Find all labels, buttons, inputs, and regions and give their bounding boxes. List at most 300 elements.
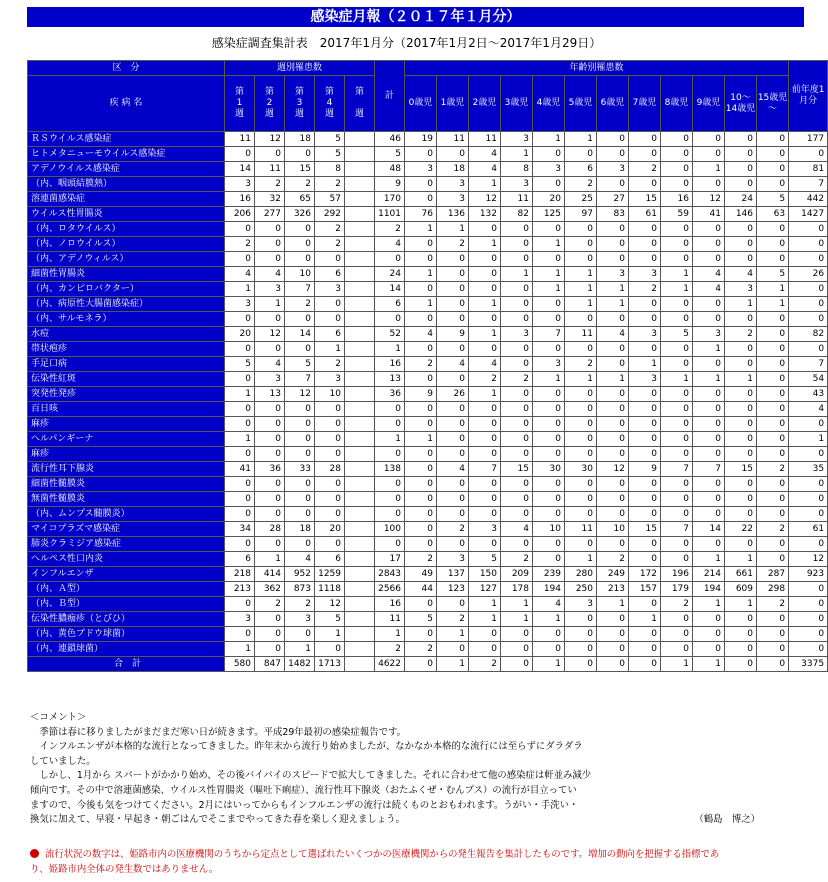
age-count: 61 (629, 207, 661, 222)
age-count: 5 (757, 192, 789, 207)
weekly-count (345, 297, 375, 312)
age-count: 3 (629, 267, 661, 282)
weekly-count: 0 (225, 417, 255, 432)
age-count: 0 (725, 162, 757, 177)
comment-line: ますので、今後も気をつけてください。2月にはいってからもインフルエンザの流行は続くものとおもわれます。うがい・手洗い・ (30, 799, 579, 811)
age-count: 0 (565, 222, 597, 237)
age-count: 1 (469, 612, 501, 627)
age-count: 1 (469, 387, 501, 402)
age-count: 0 (533, 252, 565, 267)
age-count: 1 (533, 372, 565, 387)
age-count: 213 (597, 582, 629, 597)
age-count: 0 (469, 222, 501, 237)
weekly-count: 0 (255, 417, 285, 432)
table-row (28, 222, 828, 237)
weekly-count (345, 372, 375, 387)
weekly-count: 4 (225, 267, 255, 282)
weekly-count: 0 (225, 342, 255, 357)
prev-year-count: 0 (789, 252, 828, 267)
comment-line: 換気に加えて、早寝・早起き・朝ごはんでそこまでやってきた春を楽しく迎えましょう。 （鶴島 博之） (30, 813, 790, 828)
age-count: 1 (661, 267, 693, 282)
age-count: 3 (725, 282, 757, 297)
age-count: 4 (693, 282, 725, 297)
age-count: 1 (533, 132, 565, 147)
age-count: 0 (661, 387, 693, 402)
weekly-count: 7 (285, 282, 315, 297)
header-age-group: 4歳児 (533, 76, 565, 132)
age-count: 0 (629, 477, 661, 492)
age-count: 2 (757, 462, 789, 477)
table-row (28, 237, 828, 252)
age-count: 0 (725, 402, 757, 417)
age-count: 41 (693, 207, 725, 222)
age-count: 0 (501, 312, 533, 327)
weekly-count: 4 (285, 552, 315, 567)
table-row (28, 147, 828, 162)
age-count: 0 (533, 147, 565, 162)
age-count: 0 (757, 327, 789, 342)
age-count: 0 (565, 492, 597, 507)
weekly-count: 0 (285, 417, 315, 432)
weekly-count (345, 507, 375, 522)
age-count: 1 (661, 657, 693, 672)
age-count: 0 (469, 492, 501, 507)
weekly-count: 0 (255, 342, 285, 357)
age-count: 0 (437, 642, 469, 657)
weekly-count: 0 (255, 492, 285, 507)
age-count: 0 (501, 252, 533, 267)
age-count: 3 (629, 327, 661, 342)
total-count: 46 (375, 132, 405, 147)
age-count: 0 (501, 642, 533, 657)
age-count: 97 (565, 207, 597, 222)
age-count: 0 (629, 387, 661, 402)
age-count: 0 (597, 627, 629, 642)
total-count: 16 (375, 357, 405, 372)
age-count: 0 (533, 552, 565, 567)
table-row (28, 522, 828, 537)
age-count: 8 (501, 162, 533, 177)
disease-name: 水痘 (28, 327, 225, 342)
weekly-count: 0 (285, 447, 315, 462)
age-count: 1 (565, 552, 597, 567)
age-count: 0 (597, 417, 629, 432)
weekly-count: 2 (285, 597, 315, 612)
header-week: 第 1 週 (225, 76, 255, 132)
age-count: 2 (629, 282, 661, 297)
age-count: 0 (725, 477, 757, 492)
age-count: 12 (693, 192, 725, 207)
age-count: 0 (597, 612, 629, 627)
age-count: 0 (469, 642, 501, 657)
table-row (28, 327, 828, 342)
weekly-count (345, 567, 375, 582)
header-week: 第 週 (345, 76, 375, 132)
age-count: 15 (725, 462, 757, 477)
age-count: 2 (437, 237, 469, 252)
weekly-count: 10 (285, 267, 315, 282)
weekly-count: 1 (315, 342, 345, 357)
age-count: 4 (469, 357, 501, 372)
weekly-count: 0 (225, 492, 255, 507)
weekly-count (345, 222, 375, 237)
age-count: 1 (501, 267, 533, 282)
age-count: 4 (725, 267, 757, 282)
header-age-group: 15歳児～ (757, 76, 789, 132)
age-count: 0 (597, 402, 629, 417)
header-age-group: 0歳児 (405, 76, 437, 132)
total-count: 0 (375, 492, 405, 507)
age-count: 0 (693, 507, 725, 522)
age-count: 0 (501, 417, 533, 432)
prev-year-count: 0 (789, 477, 828, 492)
prev-year-count: 0 (789, 582, 828, 597)
age-count: 2 (437, 522, 469, 537)
weekly-count: 277 (255, 207, 285, 222)
age-count: 0 (661, 357, 693, 372)
weekly-count: 0 (255, 627, 285, 642)
disease-name: 伝染性膿痂疹（とびひ） (28, 612, 225, 627)
table-row (28, 552, 828, 567)
age-count: 0 (693, 417, 725, 432)
weekly-count (345, 642, 375, 657)
prev-year-count: 0 (789, 642, 828, 657)
weekly-count: 0 (225, 507, 255, 522)
age-count: 0 (661, 612, 693, 627)
age-count: 1 (725, 372, 757, 387)
age-count: 0 (565, 537, 597, 552)
weekly-count: 4 (255, 267, 285, 282)
weekly-count: 0 (225, 627, 255, 642)
age-count: 12 (597, 462, 629, 477)
age-count: 0 (501, 402, 533, 417)
age-count: 1 (597, 372, 629, 387)
disease-name: 伝染性紅斑 (28, 372, 225, 387)
weekly-count: 213 (225, 582, 255, 597)
age-count: 3 (501, 177, 533, 192)
age-count: 150 (469, 567, 501, 582)
header-age-group: 1歳児 (437, 76, 469, 132)
weekly-count: 0 (285, 492, 315, 507)
weekly-count: 0 (225, 222, 255, 237)
age-count: 0 (757, 492, 789, 507)
age-count: 0 (693, 297, 725, 312)
prev-year-count: 0 (789, 537, 828, 552)
age-count: 0 (661, 642, 693, 657)
age-count: 249 (597, 567, 629, 582)
age-count: 0 (629, 417, 661, 432)
table-row (28, 432, 828, 447)
age-count: 0 (533, 312, 565, 327)
age-count: 1 (469, 237, 501, 252)
age-count: 63 (757, 207, 789, 222)
disease-name: ＲＳウイルス感染症 (28, 132, 225, 147)
weekly-count: 0 (225, 312, 255, 327)
age-count: 0 (725, 657, 757, 672)
total-count: 4622 (375, 657, 405, 672)
total-count: 0 (375, 507, 405, 522)
weekly-count: 1 (285, 642, 315, 657)
age-count: 0 (629, 297, 661, 312)
disease-name: （内、ムンプス髄膜炎） (28, 507, 225, 522)
age-count: 0 (437, 507, 469, 522)
age-count: 0 (757, 387, 789, 402)
age-count: 0 (693, 612, 725, 627)
prev-year-count: 26 (789, 267, 828, 282)
weekly-count: 12 (255, 327, 285, 342)
weekly-count: 6 (225, 552, 255, 567)
total-count: 0 (375, 252, 405, 267)
total-count: 17 (375, 552, 405, 567)
age-count: 0 (725, 147, 757, 162)
age-count: 3 (501, 132, 533, 147)
age-count: 0 (725, 387, 757, 402)
total-count: 100 (375, 522, 405, 537)
weekly-count (345, 207, 375, 222)
weekly-count (345, 267, 375, 282)
prev-year-count: 0 (789, 312, 828, 327)
weekly-count: 1 (255, 552, 285, 567)
age-count: 0 (405, 507, 437, 522)
prev-year-count: 0 (789, 507, 828, 522)
weekly-count (345, 462, 375, 477)
age-count: 5 (405, 612, 437, 627)
weekly-count: 36 (255, 462, 285, 477)
header-age-group: 5歳児 (565, 76, 597, 132)
weekly-count (345, 432, 375, 447)
total-count: 0 (375, 447, 405, 462)
age-count: 3 (437, 177, 469, 192)
age-count: 5 (661, 327, 693, 342)
age-count: 12 (469, 192, 501, 207)
age-count: 125 (533, 207, 565, 222)
total-count: 16 (375, 597, 405, 612)
age-count: 0 (693, 237, 725, 252)
weekly-count (345, 537, 375, 552)
age-count: 1 (565, 132, 597, 147)
age-count: 1 (469, 327, 501, 342)
weekly-count: 0 (315, 492, 345, 507)
total-count: 2843 (375, 567, 405, 582)
prev-year-count: 12 (789, 552, 828, 567)
age-count: 0 (725, 627, 757, 642)
age-count: 59 (661, 207, 693, 222)
age-count: 0 (405, 477, 437, 492)
prev-year-count: 177 (789, 132, 828, 147)
weekly-count: 6 (315, 552, 345, 567)
age-count: 0 (469, 477, 501, 492)
age-count: 9 (629, 462, 661, 477)
disease-name: ヘルペス性口内炎 (28, 552, 225, 567)
age-count: 0 (405, 147, 437, 162)
note-section (30, 848, 790, 877)
age-count: 2 (661, 597, 693, 612)
age-count: 0 (629, 492, 661, 507)
age-count: 0 (661, 237, 693, 252)
age-count: 3 (565, 597, 597, 612)
weekly-count: 414 (255, 567, 285, 582)
disease-name: 手足口病 (28, 357, 225, 372)
weekly-count (345, 192, 375, 207)
disease-name: ヘルパンギーナ (28, 432, 225, 447)
age-count: 1 (629, 357, 661, 372)
age-count: 0 (405, 237, 437, 252)
prev-year-count: 0 (789, 597, 828, 612)
red-bullet-icon (30, 849, 39, 858)
age-count: 0 (693, 252, 725, 267)
age-count: 3 (597, 162, 629, 177)
prev-year-count: 81 (789, 162, 828, 177)
total-count: 1 (375, 627, 405, 642)
age-count: 1 (501, 597, 533, 612)
age-count: 0 (533, 477, 565, 492)
age-count: 1 (661, 282, 693, 297)
age-count: 0 (469, 312, 501, 327)
weekly-count: 13 (255, 387, 285, 402)
weekly-count: 2 (315, 237, 345, 252)
age-count: 7 (661, 462, 693, 477)
age-count: 4 (533, 597, 565, 612)
page-title: 感染症月報（２０１７年１月分） (27, 7, 804, 27)
age-count: 0 (661, 537, 693, 552)
age-count: 0 (469, 417, 501, 432)
table-row (28, 342, 828, 357)
header-age-group: 10～14歳児 (725, 76, 757, 132)
disease-name: 細菌性胃腸炎 (28, 267, 225, 282)
age-count: 0 (565, 237, 597, 252)
age-count: 179 (661, 582, 693, 597)
age-count: 0 (661, 222, 693, 237)
total-count: 52 (375, 327, 405, 342)
age-count: 0 (501, 657, 533, 672)
age-count: 0 (597, 642, 629, 657)
age-count: 0 (757, 447, 789, 462)
prev-year-count: 7 (789, 177, 828, 192)
prev-year-count: 923 (789, 567, 828, 582)
weekly-count: 28 (315, 462, 345, 477)
weekly-count (345, 132, 375, 147)
age-count: 4 (405, 327, 437, 342)
age-count: 24 (725, 192, 757, 207)
comment-line: インフルエンザが本格的な流行となってきました。昨年末から流行り始めましたが、なかなか本格的な流行には至らずにダラダラ (30, 741, 583, 753)
weekly-count (345, 327, 375, 342)
age-count: 123 (437, 582, 469, 597)
age-count: 0 (597, 507, 629, 522)
weekly-count: 5 (285, 357, 315, 372)
age-count: 136 (437, 207, 469, 222)
age-count: 10 (597, 522, 629, 537)
age-count: 0 (405, 402, 437, 417)
table-row (28, 267, 828, 282)
total-count: 9 (375, 177, 405, 192)
age-count: 1 (437, 222, 469, 237)
age-count: 0 (405, 177, 437, 192)
weekly-count: 11 (255, 162, 285, 177)
age-count: 26 (437, 387, 469, 402)
age-count: 1 (501, 612, 533, 627)
disease-name: 帯状疱疹 (28, 342, 225, 357)
weekly-count: 34 (225, 522, 255, 537)
age-count: 0 (693, 222, 725, 237)
weekly-count: 32 (255, 192, 285, 207)
weekly-count: 1 (255, 297, 285, 312)
table-row (28, 387, 828, 402)
age-count: 0 (501, 357, 533, 372)
weekly-count: 1 (315, 627, 345, 642)
prev-year-count: 0 (789, 237, 828, 252)
age-count: 0 (405, 192, 437, 207)
weekly-count (345, 417, 375, 432)
weekly-count: 3 (315, 282, 345, 297)
disease-name: インフルエンザ (28, 567, 225, 582)
weekly-count: 15 (285, 162, 315, 177)
age-count: 0 (437, 477, 469, 492)
weekly-count: 57 (315, 192, 345, 207)
age-count: 0 (565, 147, 597, 162)
age-count: 0 (405, 342, 437, 357)
age-count: 0 (565, 612, 597, 627)
disease-name: （内、カンピロバクター） (28, 282, 225, 297)
weekly-count: 0 (255, 432, 285, 447)
age-count: 0 (469, 537, 501, 552)
age-count: 661 (725, 567, 757, 582)
age-count: 1 (533, 612, 565, 627)
total-count: 36 (375, 387, 405, 402)
age-count: 0 (469, 252, 501, 267)
table-row (28, 252, 828, 267)
weekly-count: 5 (315, 132, 345, 147)
age-count: 0 (533, 297, 565, 312)
weekly-count: 6 (315, 267, 345, 282)
table-row (28, 357, 828, 372)
age-count: 0 (725, 132, 757, 147)
weekly-count: 0 (255, 252, 285, 267)
age-count: 0 (469, 402, 501, 417)
age-count: 0 (757, 657, 789, 672)
age-count: 0 (533, 492, 565, 507)
age-count: 0 (469, 627, 501, 642)
age-count: 2 (501, 552, 533, 567)
weekly-count: 14 (285, 327, 315, 342)
age-count: 11 (501, 192, 533, 207)
total-count: 0 (375, 477, 405, 492)
disease-name: 突発性発疹 (28, 387, 225, 402)
weekly-count (345, 612, 375, 627)
age-count: 2 (757, 597, 789, 612)
weekly-count: 0 (225, 597, 255, 612)
header-age: 年齢別罹患数 (405, 61, 789, 76)
age-count: 0 (629, 177, 661, 192)
age-count: 5 (469, 552, 501, 567)
disease-name: アデノウイルス感染症 (28, 162, 225, 177)
comment-line: しかし、1月から スパートがかかり始め、その後バイバイのスピードで拡大してきました。それに合わせて他の感染症は軒並み減少 (30, 770, 592, 782)
age-count: 0 (405, 462, 437, 477)
age-count: 0 (629, 597, 661, 612)
age-count: 0 (597, 492, 629, 507)
age-count: 0 (597, 657, 629, 672)
age-count: 30 (565, 462, 597, 477)
total-count: 5 (375, 147, 405, 162)
age-count: 0 (597, 432, 629, 447)
weekly-count: 1118 (315, 582, 345, 597)
age-count: 0 (501, 537, 533, 552)
age-count: 0 (661, 177, 693, 192)
weekly-count: 0 (285, 537, 315, 552)
age-count: 0 (757, 642, 789, 657)
weekly-count: 5 (315, 147, 345, 162)
age-count: 0 (565, 657, 597, 672)
age-count: 0 (629, 237, 661, 252)
